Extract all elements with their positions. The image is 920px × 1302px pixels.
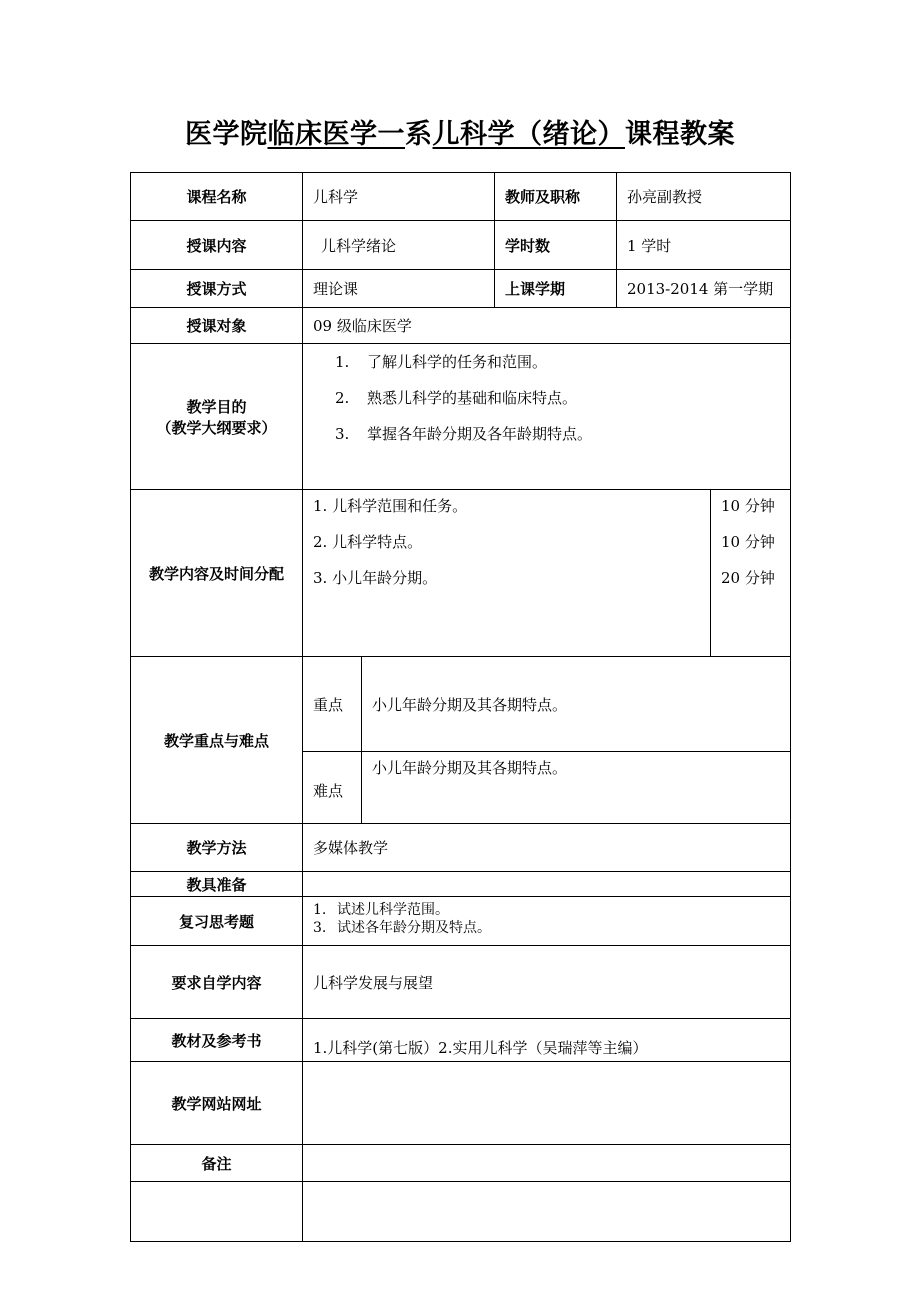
title-suffix: 课程教案 [625,119,735,150]
title-department: 临床医学一 [267,119,405,150]
row-self-study [131,946,791,1019]
row-audience [131,308,791,344]
row-website [131,1062,791,1145]
content-value: 儿科学绪论 [303,221,495,270]
list-item: 2. 熟悉儿科学的基础和临床特点。 [335,389,578,407]
time-item: 10 分钟 [721,533,775,551]
row-content [131,221,791,270]
tools-label: 教具准备 [131,872,303,897]
method-type-value: 理论课 [303,270,495,308]
self-study-label: 要求自学内容 [131,946,303,1019]
notes-label: 备注 [131,1145,303,1182]
lesson-plan-table [130,172,791,1242]
key-points-label: 教学重点与难点 [131,657,303,824]
key-value: 小儿年龄分期及其各期特点。 [362,657,791,752]
schedule-items [303,490,711,657]
course-name-value: 儿科学 [303,173,495,221]
row-schedule [131,490,791,657]
row-tools [131,872,791,897]
semester-value: 2013-2014 第一学期 [617,270,791,308]
audience-value: 09 级临床医学 [303,308,791,344]
semester-label: 上课学期 [495,270,617,308]
difficult-label: 难点 [303,752,362,824]
website-label: 教学网站网址 [131,1062,303,1145]
self-study-value: 儿科学发展与展望 [303,946,791,1019]
page-title [0,112,920,151]
references-value: 1.儿科学(第七版）2.实用儿科学（吴瑞萍等主编） [303,1019,791,1062]
hours-value: 1 学时 [617,221,791,270]
row-review [131,897,791,946]
objectives-content [303,344,791,490]
blank-cell-right [303,1182,791,1242]
notes-value [303,1145,791,1182]
objectives-label-sub: （教学大纲要求） [156,418,277,437]
row-teaching-method [131,824,791,872]
row-method-type [131,270,791,308]
list-item: 3. 试述各年龄分期及特点。 [313,920,491,936]
references-label: 教材及参考书 [131,1019,303,1062]
objectives-label-main: 教学目的 [186,397,247,416]
time-item: 10 分钟 [721,497,775,515]
list-item: 1. 了解儿科学的任务和范围。 [335,353,548,371]
website-value [303,1062,791,1145]
audience-label: 授课对象 [131,308,303,344]
review-content [303,897,791,946]
content-label: 授课内容 [131,221,303,270]
hours-label: 学时数 [495,221,617,270]
list-item: 3. 小儿年龄分期。 [313,569,438,587]
method-type-label: 授课方式 [131,270,303,308]
teacher-value: 孙亮副教授 [617,173,791,221]
row-course-name [131,173,791,221]
list-item: 2. 儿科学特点。 [313,533,423,551]
row-key-points [131,657,791,752]
difficult-value: 小儿年龄分期及其各期特点。 [362,752,791,824]
title-course: 儿科学（绪论） [432,119,625,150]
blank-cell-left [131,1182,303,1242]
schedule-label: 教学内容及时间分配 [131,490,303,657]
objectives-list [303,344,790,460]
title-prefix: 医学院 [185,119,268,150]
row-references [131,1019,791,1062]
row-notes [131,1145,791,1182]
course-name-label: 课程名称 [131,173,303,221]
time-item: 20 分钟 [721,569,775,587]
list-item: 1. 试述儿科学范围。 [313,902,449,918]
tools-value [303,872,791,897]
row-objectives [131,344,791,490]
title-mid: 系 [405,119,433,150]
list-item: 1. 儿科学范围和任务。 [313,497,468,515]
teaching-method-label: 教学方法 [131,824,303,872]
list-item: 3. 掌握各年龄分期及各年龄期特点。 [335,425,593,443]
key-label: 重点 [303,657,362,752]
objectives-label [131,344,303,490]
review-label: 复习思考题 [131,897,303,946]
teacher-label: 教师及职称 [495,173,617,221]
teaching-method-value: 多媒体教学 [303,824,791,872]
schedule-times [711,490,791,657]
row-blank [131,1182,791,1242]
